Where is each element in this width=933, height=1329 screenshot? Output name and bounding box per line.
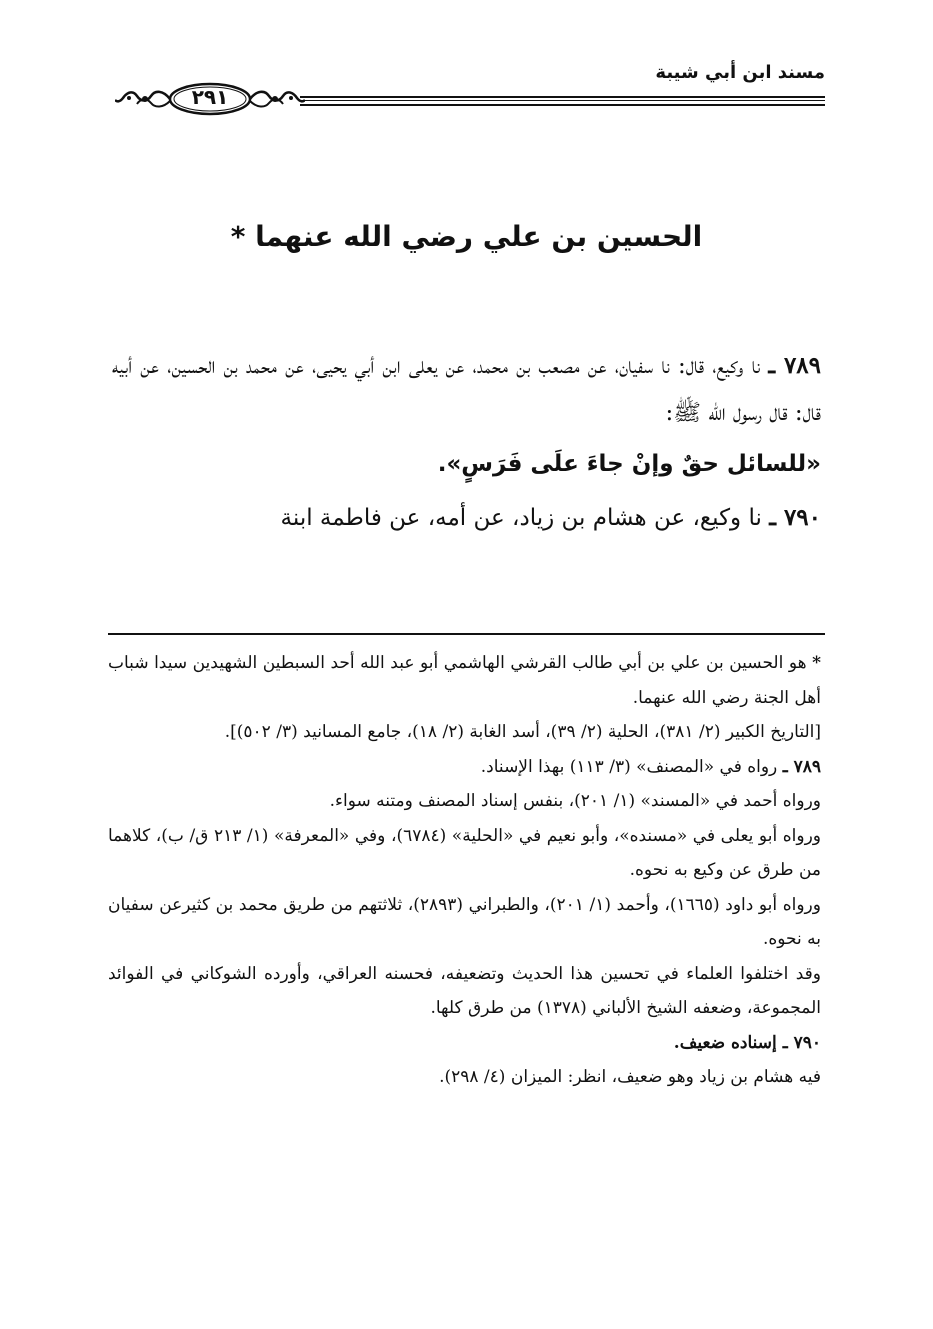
footnote-790 (108, 1026, 821, 1061)
footnote-line: ورواه أحمد في «المسند» (١/ ٢٠١)، بنفس إسناد المصنف ومتنه سواء. (329, 791, 821, 811)
chapter-heading: الحسين بن علي رضي الله عنهما * (230, 220, 703, 253)
footnote-line: فيه هشام بن زياد وهو ضعيف، انظر: الميزان (٤/ ٢٩٨). (439, 1067, 821, 1087)
footnote-number: ٧٩٠ ـ (782, 1032, 821, 1053)
header-rule (300, 96, 825, 98)
footnote-789 (108, 750, 821, 785)
header-rule-thin (300, 100, 825, 101)
footnote-line: ورواه أبو يعلى في «مسنده»، وأبو نعيم في «الحلية» (٦٧٨٤)، وفي «المعرفة» (١/ ٢١٣ ق/ ب)، كلاهما من طرق عن وكيع به نحوه. (108, 825, 821, 880)
footnote-heading: إسناده ضعيف. (673, 1032, 777, 1053)
footnote-text: هو الحسين بن علي بن أبي طالب القرشي الهاشمي أبو عبد الله أحد السبطين الشهيدين سيدا شباب أهل الجنة رضي الله عنهما. (108, 653, 821, 708)
footnote-bio (108, 646, 821, 715)
footnotes (108, 646, 821, 1095)
footnote-text: رواه في «المصنف» (٣/ ١١٣) بهذا الإسناد. (480, 756, 778, 777)
hadith-text: نا وكيع، عن هشام بن زياد، عن أمه، عن فاطمة ابنة (280, 505, 762, 531)
main-text (112, 342, 821, 542)
footnote-line: ورواه أبو داود (١٦٦٥)، وأحمد (١/ ٢٠١)، والطبراني (٢٨٩٣)، ثلاثتهم من طريق محمد بن كثيرعن سفيان به نحوه. (108, 894, 821, 949)
prophet-saying: «للسائل حقٌ وإنْ جاءَ علَى فَرَسٍ». (437, 451, 821, 477)
hadith-789 (112, 342, 821, 437)
hadith-number: ٧٩٠ ـ (769, 504, 821, 531)
header-rule-bottom (300, 104, 825, 106)
footnote-marker: * (812, 653, 821, 673)
footnote-number: ٧٨٩ ـ (782, 756, 821, 777)
hadith-text: نا وكيع، قال: نا سفيان، عن مصعب بن محمد، عن يعلى ابن أبي يحيى، عن محمد بن الحسين، عن أبيه قال: قال رسول الله ﷺ: (112, 353, 821, 426)
footnote-references: [التاريخ الكبير (٢/ ٣٨١)، الحلية (٢/ ٣٩)، أسد الغابة (٢/ ١٨)، جامع المسانيد (٣/ ٥٠٢)]. (224, 722, 821, 742)
page-number: ٢٩١ (191, 85, 229, 109)
hadith-790 (112, 494, 821, 542)
footnote-rule (108, 633, 825, 635)
footnote-line: وقد اختلفوا العلماء في تحسين هذا الحديث وتضعيفه، فحسنه العراقي، وأورده الشوكاني في الفوائد المجموعة، وضعفه الشيخ الألباني (١٣٧٨) من طرق كلها. (108, 963, 821, 1018)
running-title: مسند ابن أبي شيبة (655, 62, 825, 83)
hadith-number: ٧٨٩ ـ (768, 352, 821, 379)
